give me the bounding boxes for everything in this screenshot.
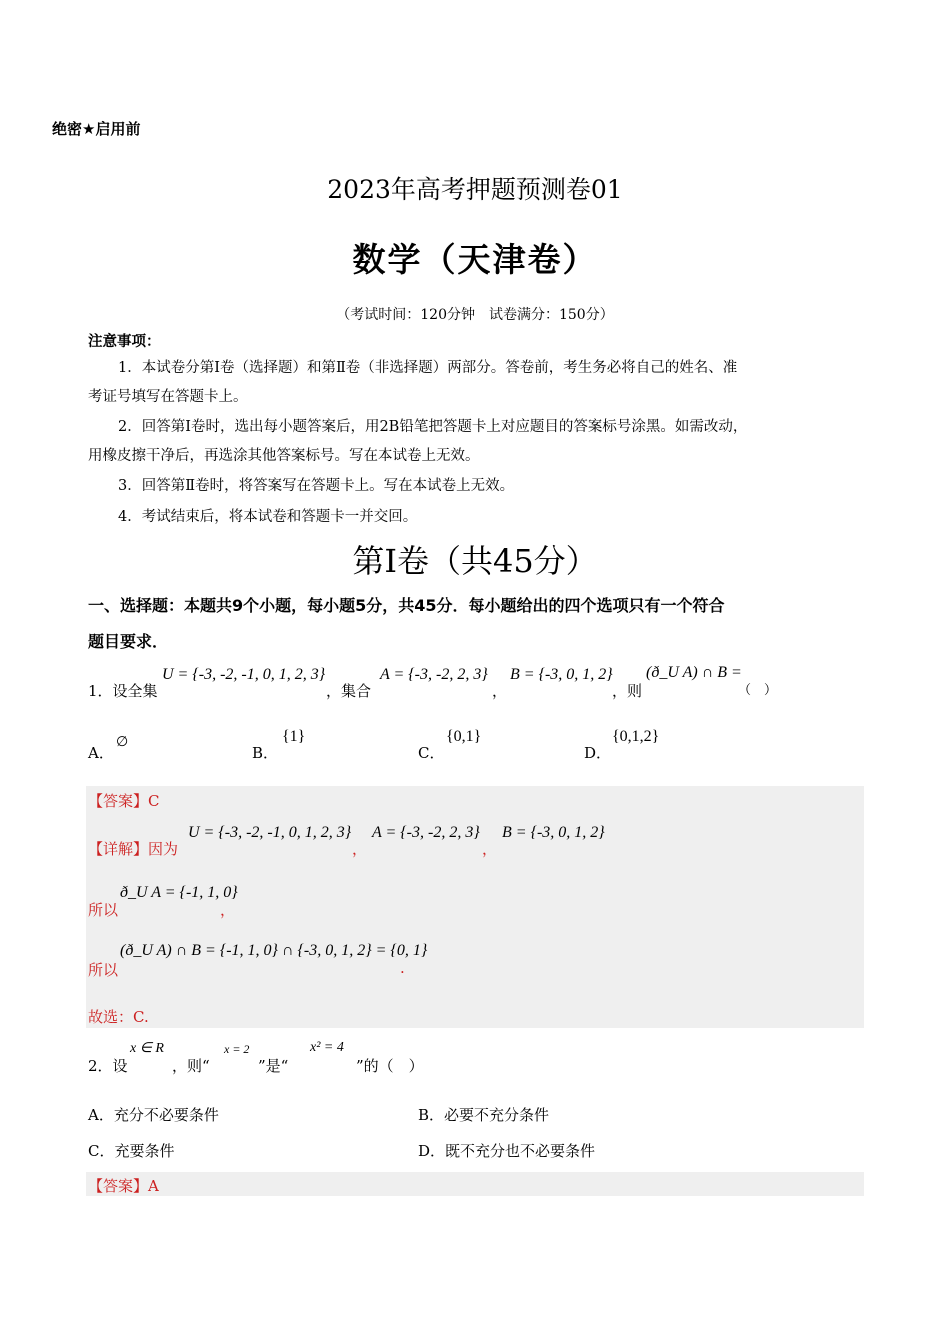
q1-set-B: B = {-3, 0, 1, 2} [510, 666, 613, 683]
note-2-cont: 用橡皮擦干净后，再选涂其他答案标号。写在本试卷上无效。 [88, 448, 480, 464]
q1-choose: 故选：C. [88, 1008, 149, 1026]
q1-sep2: ， [492, 682, 508, 700]
paper-title: 2023年高考押题预测卷01 [327, 175, 623, 204]
q2-q: x² = 4 [310, 1040, 344, 1055]
q1-result: (ð_U A) ∩ B = {-1, 1, 0} ∩ {-3, 0, 1, 2} = {0, 1} [120, 942, 428, 959]
q2-option-c-value: 充要条件 [114, 1142, 175, 1160]
q1-prefix: 1．设全集 [88, 682, 158, 700]
section-instruction [88, 588, 868, 660]
q1-detail-comma2: ， [482, 840, 498, 858]
q1-option-d-value: {0,1,2} [612, 728, 660, 745]
q1-so-1: 所以 [88, 901, 119, 919]
q1-answer-value: C [148, 792, 160, 810]
note-1-line1: 1．本试卷分第Ⅰ卷（选择题）和第Ⅱ卷（非选择题）两部分。答卷前，考生务必将自己的姓名、准 [118, 360, 738, 376]
q1-option-c-value: {0,1} [446, 728, 482, 745]
q2-option-b-value: 必要不充分条件 [444, 1106, 550, 1124]
q2-answer-box [86, 1172, 864, 1196]
q1-detail-A: A = {-3, -2, 2, 3} [372, 824, 480, 841]
q1-detail-B: B = {-3, 0, 1, 2} [502, 824, 605, 841]
q2-answer-value: A [148, 1177, 159, 1195]
q2-option-b [418, 1104, 549, 1125]
section-title: 第Ⅰ卷（共45分） [352, 542, 598, 580]
q1-set-U: U = {-3, -2, -1, 0, 1, 2, 3} [162, 666, 326, 683]
q1-answer-box [86, 786, 864, 1028]
q2-option-a [88, 1104, 219, 1125]
q2-option-d [418, 1140, 595, 1161]
q2-option-c-label: C． [88, 1142, 115, 1160]
instruction-line-1: 一、选择题：本题共9个小题，每小题5分，共45分．每小题给出的四个选项只有一个符合 [88, 596, 725, 615]
q2-option-c [88, 1140, 175, 1161]
confidential-label: 绝密★启用前 [52, 120, 141, 138]
q2-p: x = 2 [224, 1042, 250, 1056]
q1-set-A: A = {-3, -2, 2, 3} [380, 666, 488, 683]
q1-sep3: ，则 [612, 682, 643, 700]
q1-option-c-label: C． [418, 744, 445, 762]
q2-option-d-label: D． [418, 1142, 446, 1160]
subject-title: 数学（天津卷） [352, 240, 598, 279]
q1-so-2: 所以 [88, 961, 119, 979]
instruction-line-2: 题目要求． [88, 632, 169, 651]
q1-detail-head [88, 838, 178, 859]
q1-detail-comma1: ， [352, 840, 368, 858]
q2-mid1: ，则“ [172, 1057, 210, 1075]
q1-sep1: ，集合 [326, 682, 372, 700]
q1-detail-tag: 【详解】 [88, 840, 149, 858]
q1-option-a-label: A． [88, 744, 114, 762]
q1-option-a-value: ∅ [116, 735, 129, 750]
q1-paren: （ ） [738, 683, 778, 698]
note-1 [88, 354, 860, 383]
q1-detail-U: U = {-3, -2, -1, 0, 1, 2, 3} [188, 824, 352, 841]
note-3: 3．回答第Ⅱ卷时，将答案写在答题卡上。写在本试卷上无效。 [118, 478, 515, 494]
q2-option-a-value: 充分不必要条件 [113, 1106, 219, 1124]
q2-suffix: ”的（ ） [356, 1057, 424, 1075]
notes-heading: 注意事项： [88, 333, 161, 350]
exam-info: （考试时间：120分钟 试卷满分：150分） [336, 307, 614, 323]
q1-comma3: ， [220, 901, 236, 919]
q2-answer [88, 1175, 159, 1196]
q1-detail-because: 因为 [148, 840, 179, 858]
q2-option-b-label: B． [418, 1106, 445, 1124]
q1-expression: (ð_U A) ∩ B = [646, 664, 742, 681]
q1-option-b-label: B． [252, 744, 279, 762]
q1-option-d-label: D． [584, 744, 612, 762]
note-4: 4．考试结束后，将本试卷和答题卡一并交回。 [118, 509, 418, 525]
q2-condition: x ∈ R [130, 1041, 164, 1056]
q2-prefix: 2．设 [88, 1057, 128, 1075]
q2-answer-tag: 【答案】 [88, 1177, 149, 1195]
q1-period: . [400, 959, 405, 977]
q1-answer [88, 790, 160, 811]
q1-complement: ð_U A = {-1, 1, 0} [120, 884, 238, 901]
note-1-cont: 考证号填写在答题卡上。 [88, 389, 248, 405]
q1-option-b-value: {1} [282, 728, 306, 745]
q2-option-a-label: A． [88, 1106, 114, 1124]
note-2: 2．回答第Ⅰ卷时，选出每小题答案后，用2B铅笔把答题卡上对应题目的答案标号涂黑。如需改动， [118, 419, 748, 435]
q2-option-d-value: 既不充分也不必要条件 [445, 1142, 596, 1160]
q1-answer-tag: 【答案】 [88, 792, 149, 810]
q2-mid2: ”是“ [258, 1057, 289, 1075]
